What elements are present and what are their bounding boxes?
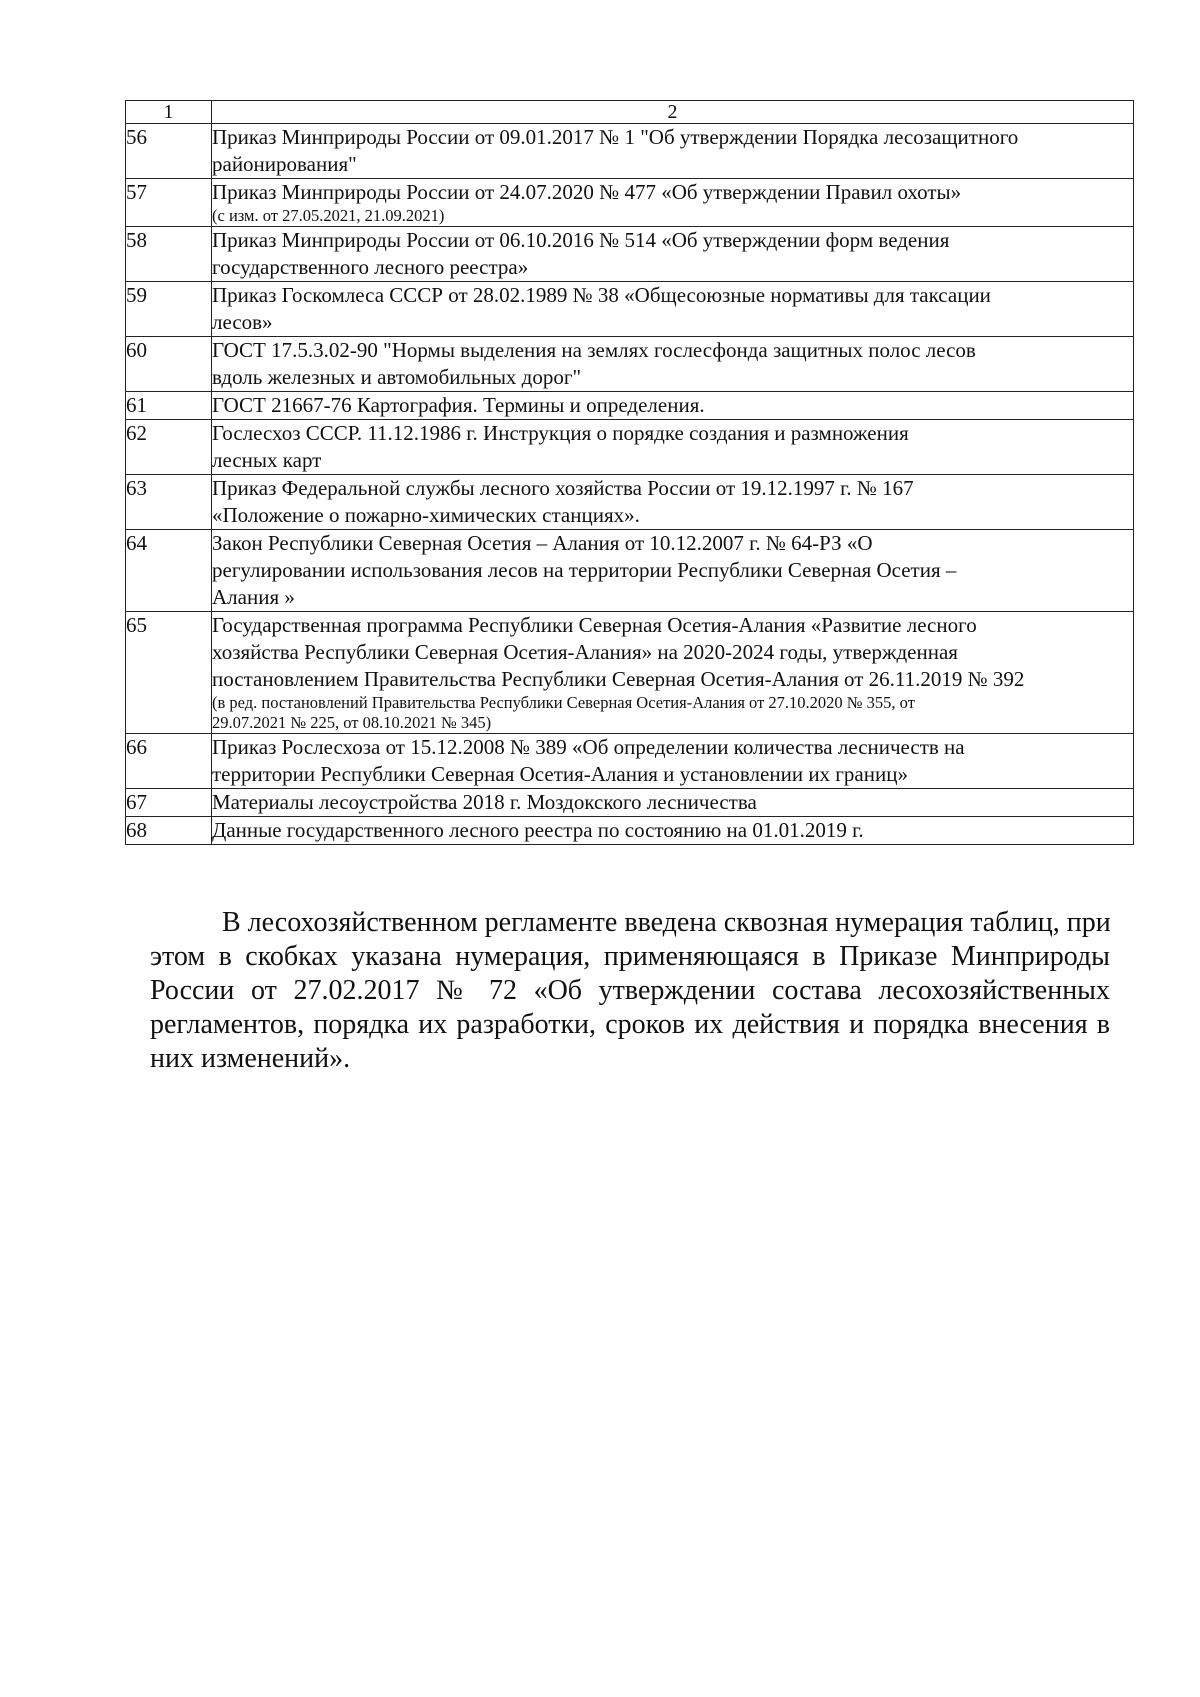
table-row bbox=[126, 475, 1134, 530]
table-row bbox=[126, 227, 1134, 282]
paragraph-line: регламентов, порядка их разработки, сроков их действия и порядка внесения в bbox=[150, 1009, 1110, 1040]
source-line: Приказ Федеральной службы лесного хозяйства России от 19.12.1997 г. № 167 bbox=[212, 476, 914, 500]
source-line: ГОСТ 17.5.3.02-90 "Нормы выделения на землях гослесфонда защитных полос лесов bbox=[212, 338, 976, 362]
source-line: постановлением Правительства Республики Северная Осетия-Алания от 26.11.2019 № 392 bbox=[212, 667, 1025, 691]
table-row bbox=[126, 530, 1134, 612]
source-note: (в ред. постановлений Правительства Республики Северная Осетия-Алания от 27.10.2020 № 355, от bbox=[212, 693, 915, 712]
source-line: Приказ Рослесхоза от 15.12.2008 № 389 «Об определении количества лесничеств на bbox=[212, 735, 965, 759]
references-table bbox=[125, 100, 1134, 845]
paragraph-line: В лесохозяйственном регламенте введена сквозная нумерация таблиц, при bbox=[222, 907, 1111, 938]
row-number: 68 bbox=[126, 817, 212, 845]
row-number: 66 bbox=[126, 734, 212, 789]
row-source bbox=[212, 789, 1134, 817]
row-source bbox=[212, 227, 1134, 282]
paragraph-line: этом в скобках указана нумерация, применяющаяся в Приказе Минприроды bbox=[150, 941, 1110, 972]
row-source bbox=[212, 337, 1134, 392]
row-number: 61 bbox=[126, 392, 212, 420]
row-source bbox=[212, 392, 1134, 420]
source-line: Приказ Минприроды России от 09.01.2017 № 1 "Об утверждении Порядка лесозащитного bbox=[212, 125, 1019, 149]
row-number: 59 bbox=[126, 282, 212, 337]
source-line: «Положение о пожарно-химических станциях». bbox=[212, 503, 640, 527]
source-line: Государственная программа Республики Северная Осетия-Алания «Развитие лесного bbox=[212, 613, 977, 637]
source-line: территории Республики Северная Осетия-Алания и установлении их границ» bbox=[212, 762, 908, 786]
row-source bbox=[212, 282, 1134, 337]
row-source bbox=[212, 179, 1134, 227]
paragraph-line: них изменений». bbox=[150, 1043, 351, 1074]
table-row bbox=[126, 734, 1134, 789]
source-line: регулировании использования лесов на территории Республики Северная Осетия – bbox=[212, 558, 957, 582]
table-row bbox=[126, 337, 1134, 392]
row-number: 64 bbox=[126, 530, 212, 612]
source-line: хозяйства Республики Северная Осетия-Алания» на 2020-2024 годы, утвержденная bbox=[212, 640, 958, 664]
row-number: 65 bbox=[126, 612, 212, 734]
source-line: районирования" bbox=[212, 152, 357, 176]
source-note: (с изм. от 27.05.2021, 21.09.2021) bbox=[212, 206, 445, 225]
row-number: 67 bbox=[126, 789, 212, 817]
row-source bbox=[212, 817, 1134, 845]
source-line: лесных карт bbox=[212, 448, 322, 472]
column-number-header: 1 bbox=[126, 101, 212, 124]
row-source bbox=[212, 420, 1134, 475]
source-line: Гослесхоз СССР. 11.12.1986 г. Инструкция о порядке создания и размножения bbox=[212, 421, 909, 445]
table-row bbox=[126, 420, 1134, 475]
table-row bbox=[126, 124, 1134, 179]
row-number: 60 bbox=[126, 337, 212, 392]
source-line: вдоль железных и автомобильных дорог" bbox=[212, 365, 582, 389]
paragraph-line: России от 27.02.2017 № 72 «Об утверждении состава лесохозяйственных bbox=[150, 975, 1110, 1006]
source-line: Данные государственного лесного реестра по состоянию на 01.01.2019 г. bbox=[212, 818, 864, 842]
table-row bbox=[126, 789, 1134, 817]
column-source-header: 2 bbox=[212, 101, 1134, 124]
table-row bbox=[126, 612, 1134, 734]
source-note: 29.07.2021 № 225, от 08.10.2021 № 345) bbox=[212, 713, 492, 732]
source-line: государственного лесного реестра» bbox=[212, 255, 529, 279]
row-number: 56 bbox=[126, 124, 212, 179]
row-source bbox=[212, 124, 1134, 179]
source-line: Приказ Минприроды России от 06.10.2016 № 514 «Об утверждении форм ведения bbox=[212, 228, 950, 252]
row-source bbox=[212, 475, 1134, 530]
source-line: Материалы лесоустройства 2018 г. Моздокского лесничества bbox=[212, 790, 757, 814]
row-number: 63 bbox=[126, 475, 212, 530]
table-row bbox=[126, 179, 1134, 227]
table-body bbox=[126, 124, 1134, 845]
row-number: 57 bbox=[126, 179, 212, 227]
source-line: Алания » bbox=[212, 585, 295, 609]
table-row bbox=[126, 282, 1134, 337]
source-line: ГОСТ 21667-76 Картография. Термины и определения. bbox=[212, 393, 705, 417]
source-line: Приказ Минприроды России от 24.07.2020 № 477 «Об утверждении Правил охоты» bbox=[212, 180, 962, 204]
table-header-row bbox=[126, 101, 1134, 124]
table-row bbox=[126, 817, 1134, 845]
row-source bbox=[212, 612, 1134, 734]
row-source bbox=[212, 734, 1134, 789]
table-row bbox=[126, 392, 1134, 420]
body-paragraph bbox=[150, 906, 1110, 1076]
source-line: Закон Республики Северная Осетия – Алания от 10.12.2007 г. № 64-РЗ «О bbox=[212, 531, 873, 555]
row-number: 62 bbox=[126, 420, 212, 475]
source-line: лесов» bbox=[212, 310, 273, 334]
source-line: Приказ Госкомлеса СССР от 28.02.1989 № 38 «Общесоюзные нормативы для таксации bbox=[212, 283, 991, 307]
row-number: 58 bbox=[126, 227, 212, 282]
row-source bbox=[212, 530, 1134, 612]
